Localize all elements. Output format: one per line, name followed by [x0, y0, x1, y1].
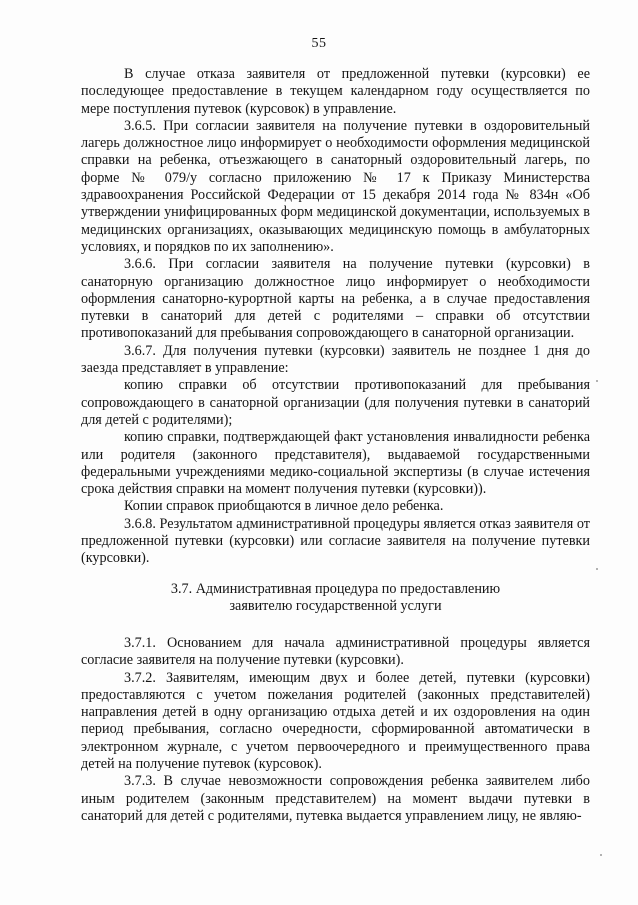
scan-speck [596, 380, 598, 382]
paragraph-3-6-8: 3.6.8. Результатом административной процедуры является отказ заявителя от предложенной путевки (курсовки) или согласие заявителя на получение путевки (курсовки). [81, 515, 590, 567]
page-number: 55 [311, 36, 327, 51]
section-heading-line-1: 3.7. Административная процедура по предоставлению [170, 581, 501, 597]
paragraph-copies-attached: Копии справок приобщаются в личное дело ребенка. [124, 498, 444, 515]
document-body-bottom [81, 635, 590, 825]
scan-speck [600, 854, 602, 856]
paragraph-3-7-3: 3.7.3. В случае невозможности сопровождения ребенка заявителем либо иным родителем (законным представителем) на момент выдачи путевки в санаторий для детей с родителями, путевка выдается управлением лицу, не являю- [81, 773, 590, 824]
paragraph-3-6-6: 3.6.6. При согласии заявителя на получение путевки (курсовки) в санаторную организацию должностное лицо информирует о необходимости оформления санаторно-курортной карты на ребенка, а в случае предоставления путевки в санаторий для детей с родителями – справки об отсутствии противопоказаний для пребывания сопровождающего в санаторной организации. [81, 256, 590, 342]
document-body-top [81, 66, 590, 568]
paragraph-3-7-1: 3.7.1. Основанием для начала административной процедуры является согласие заявителя на получение путевки (курсовки). [81, 635, 590, 669]
paragraph-3-6-7: 3.6.7. Для получения путевки (курсовки) заявитель не позднее 1 дня до заезда представляет в управление: [81, 342, 590, 377]
section-heading-line-2: заявителю государственной услуги [229, 598, 442, 615]
scan-speck [596, 568, 598, 570]
paragraph-copy-contraindications: копию справки об отсутствии противопоказаний для пребывания сопровождающего в санаторной организации (для получения путевки в санаторий для детей с родителями); [81, 377, 590, 428]
paragraph-3-6-5: 3.6.5. При согласии заявителя на получение путевки в оздоровительный лагерь должностное лицо информирует о необходимости оформления медицинской справки на ребенка, отъезжающего в санаторный оздоровительный лагерь, по форме № 079/у согласно приложению № 17 к Приказу Министерства здравоохранения Российской Федерации от 15 декабря 2014 года № 834н «Об утверждении унифицированных форм медицинской документации, используемых в медицинских организациях, оказывающих медицинскую помощь в амбулаторных условиях, и порядков по их заполнению». [81, 117, 590, 255]
paragraph-3-7-2: 3.7.2. Заявителям, имеющим двух и более детей, путевки (курсовки) предоставляются с учетом пожелания родителей (законных представителей) направления детей в одну организацию отдыха детей и их оздоровления на один период пребывания, согласно очередности, сформированной автоматически в электронном журнале, с учетом первоочередного и преимущественного права детей на получение путевок (курсовок). [81, 669, 590, 773]
section-heading-3-7 [81, 581, 590, 616]
paragraph-copy-disability: копию справки, подтверждающей факт установления инвалидности ребенка или родителя (законного представителя), выдаваемой государственными федеральными учреждениями медико-социальной экспертизы (в случае истечения срока действия справки на момент получения путевки (курсовки)). [81, 429, 590, 498]
paragraph-refusal: В случае отказа заявителя от предложенной путевки (курсовки) ее последующее предоставление в текущем календарном году осуществляется по мере поступления путевок (курсовок) в управление. [81, 66, 590, 117]
